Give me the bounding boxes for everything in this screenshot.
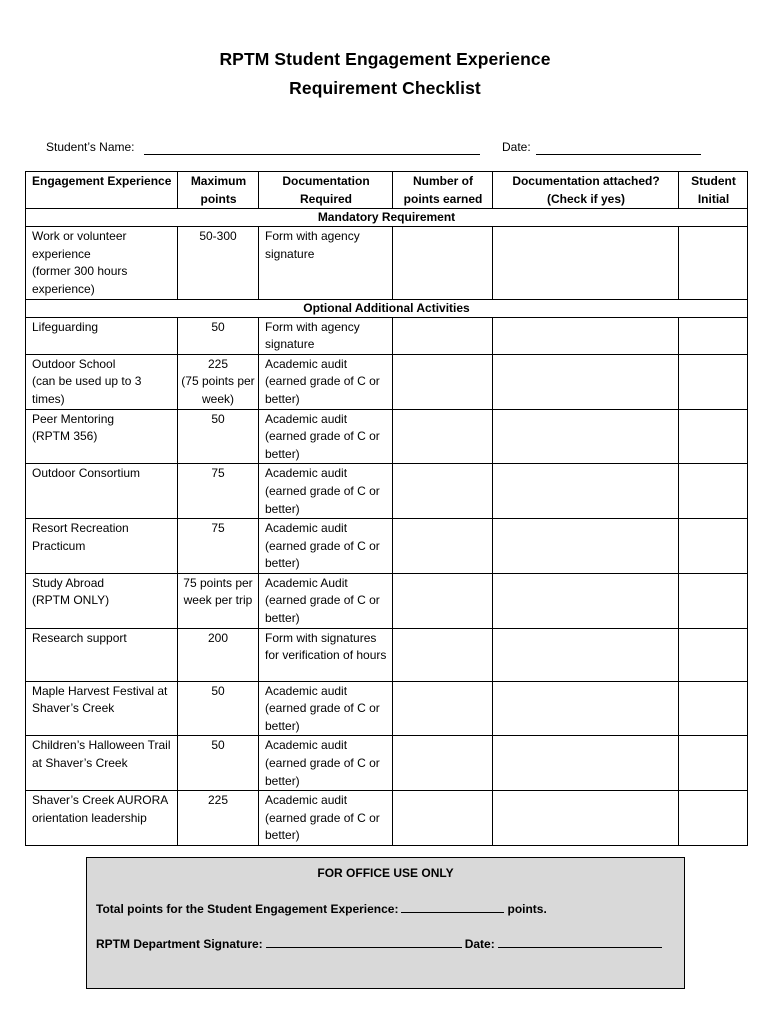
maximum-points-cell: 75 bbox=[178, 464, 259, 519]
table-row bbox=[26, 409, 748, 464]
student-initial-cell[interactable] bbox=[679, 317, 748, 354]
points-earned-cell[interactable] bbox=[393, 409, 493, 464]
table-row bbox=[26, 681, 748, 736]
documentation-required-cell: Academic audit (earned grade of C or better) bbox=[259, 736, 393, 791]
documentation-required-cell: Academic audit (earned grade of C or better) bbox=[259, 354, 393, 409]
maximum-points-cell: 50 bbox=[178, 317, 259, 354]
office-use-title: FOR OFFICE USE ONLY bbox=[317, 866, 454, 880]
documentation-attached-cell[interactable] bbox=[493, 573, 679, 628]
points-earned-cell[interactable] bbox=[393, 317, 493, 354]
total-points-line bbox=[96, 900, 547, 919]
maximum-points-cell: 75 points per week per trip bbox=[178, 573, 259, 628]
student-name-field[interactable] bbox=[144, 154, 480, 155]
student-initial-cell[interactable] bbox=[679, 573, 748, 628]
optional-activities-section bbox=[26, 299, 748, 317]
maximum-points-cell: 50-300 bbox=[178, 227, 259, 299]
maximum-points-cell: 50 bbox=[178, 681, 259, 736]
points-earned-cell[interactable] bbox=[393, 464, 493, 519]
table-row bbox=[26, 628, 748, 681]
maximum-points-cell: 225 bbox=[178, 791, 259, 846]
engagement-experience-cell: Children’s Halloween Trail at Shaver’s Creek bbox=[26, 736, 178, 791]
maximum-points-cell: 50 bbox=[178, 409, 259, 464]
documentation-attached-cell[interactable] bbox=[493, 628, 679, 681]
mandatory-requirement-section bbox=[26, 209, 748, 227]
documentation-required-header: Documentation Required bbox=[259, 172, 393, 209]
engagement-experience-cell: Work or volunteer experience (former 300 hours experience) bbox=[26, 227, 178, 299]
office-use-box bbox=[86, 857, 685, 989]
maximum-points-header: Maximum points bbox=[178, 172, 259, 209]
student-initial-cell[interactable] bbox=[679, 227, 748, 299]
documentation-attached-cell[interactable] bbox=[493, 317, 679, 354]
points-earned-cell[interactable] bbox=[393, 227, 493, 299]
documentation-required-cell: Academic audit (earned grade of C or better) bbox=[259, 409, 393, 464]
documentation-required-cell: Academic audit (earned grade of C or better) bbox=[259, 464, 393, 519]
student-initial-cell[interactable] bbox=[679, 354, 748, 409]
table-row bbox=[26, 791, 748, 846]
date-label: Date: bbox=[502, 140, 531, 154]
table-row bbox=[26, 354, 748, 409]
documentation-required-cell: Academic audit (earned grade of C or better) bbox=[259, 791, 393, 846]
documentation-attached-cell[interactable] bbox=[493, 464, 679, 519]
engagement-experience-cell: Research support bbox=[26, 628, 178, 681]
points-earned-cell[interactable] bbox=[393, 628, 493, 681]
student-name-label: Student’s Name: bbox=[46, 140, 135, 154]
points-earned-cell[interactable] bbox=[393, 736, 493, 791]
student-info-fields bbox=[46, 139, 706, 157]
table-row bbox=[26, 573, 748, 628]
documentation-attached-cell[interactable] bbox=[493, 227, 679, 299]
documentation-required-cell: Form with agency signature bbox=[259, 227, 393, 299]
table-header-row bbox=[26, 172, 748, 209]
points-earned-cell[interactable] bbox=[393, 681, 493, 736]
engagement-experience-cell: Outdoor Consortium bbox=[26, 464, 178, 519]
student-initial-cell[interactable] bbox=[679, 409, 748, 464]
department-signature-label: RPTM Department Signature: bbox=[96, 937, 263, 951]
date-field[interactable] bbox=[536, 154, 701, 155]
engagement-experience-cell: Shaver’s Creek AURORA orientation leadership bbox=[26, 791, 178, 846]
student-initial-cell[interactable] bbox=[679, 736, 748, 791]
engagement-experience-cell: Lifeguarding bbox=[26, 317, 178, 354]
maximum-points-cell: 50 bbox=[178, 736, 259, 791]
documentation-required-cell: Form with signatures for verification of hours bbox=[259, 628, 393, 681]
points-earned-cell[interactable] bbox=[393, 354, 493, 409]
page-title: RPTM Student Engagement Experience bbox=[219, 49, 551, 69]
student-initial-cell[interactable] bbox=[679, 519, 748, 574]
table-row bbox=[26, 519, 748, 574]
points-earned-cell[interactable] bbox=[393, 791, 493, 846]
table-row bbox=[26, 317, 748, 354]
engagement-experience-cell: Study Abroad (RPTM ONLY) bbox=[26, 573, 178, 628]
total-points-field[interactable] bbox=[401, 900, 504, 913]
points-earned-cell[interactable] bbox=[393, 519, 493, 574]
total-points-label: Total points for the Student Engagement Experience: bbox=[96, 902, 399, 916]
points-earned-header: Number of points earned bbox=[393, 172, 493, 209]
documentation-required-cell: Form with agency signature bbox=[259, 317, 393, 354]
documentation-required-cell: Academic audit (earned grade of C or better) bbox=[259, 519, 393, 574]
documentation-attached-cell[interactable] bbox=[493, 519, 679, 574]
mandatory-requirement-section-label: Mandatory Requirement bbox=[26, 209, 748, 227]
documentation-attached-cell[interactable] bbox=[493, 354, 679, 409]
engagement-experience-cell: Outdoor School (can be used up to 3 times) bbox=[26, 354, 178, 409]
table-row bbox=[26, 736, 748, 791]
requirement-checklist-table bbox=[25, 171, 748, 846]
student-initial-header: Student Initial bbox=[679, 172, 748, 209]
documentation-required-cell: Academic Audit (earned grade of C or better) bbox=[259, 573, 393, 628]
page-subtitle: Requirement Checklist bbox=[289, 78, 481, 98]
table-row bbox=[26, 464, 748, 519]
table-row bbox=[26, 227, 748, 299]
documentation-attached-cell[interactable] bbox=[493, 736, 679, 791]
documentation-attached-cell[interactable] bbox=[493, 409, 679, 464]
documentation-attached-cell[interactable] bbox=[493, 681, 679, 736]
maximum-points-cell: 200 bbox=[178, 628, 259, 681]
office-date-label: Date: bbox=[464, 937, 495, 951]
documentation-attached-header: Documentation attached? (Check if yes) bbox=[493, 172, 679, 209]
total-points-suffix: points. bbox=[507, 902, 547, 916]
engagement-experience-cell: Resort Recreation Practicum bbox=[26, 519, 178, 574]
student-initial-cell[interactable] bbox=[679, 464, 748, 519]
documentation-required-cell: Academic audit (earned grade of C or better) bbox=[259, 681, 393, 736]
points-earned-cell[interactable] bbox=[393, 573, 493, 628]
signature-line bbox=[96, 935, 665, 954]
department-signature-field[interactable] bbox=[266, 935, 462, 948]
engagement-experience-cell: Maple Harvest Festival at Shaver’s Creek bbox=[26, 681, 178, 736]
office-date-field[interactable] bbox=[498, 935, 662, 948]
engagement-experience-header: Engagement Experience bbox=[26, 172, 178, 209]
documentation-attached-cell[interactable] bbox=[493, 791, 679, 846]
engagement-experience-cell: Peer Mentoring (RPTM 356) bbox=[26, 409, 178, 464]
maximum-points-cell: 75 bbox=[178, 519, 259, 574]
student-initial-cell[interactable] bbox=[679, 628, 748, 681]
maximum-points-cell: 225 (75 points per week) bbox=[178, 354, 259, 409]
student-initial-cell[interactable] bbox=[679, 791, 748, 846]
optional-activities-section-label: Optional Additional Activities bbox=[26, 299, 748, 317]
student-initial-cell[interactable] bbox=[679, 681, 748, 736]
